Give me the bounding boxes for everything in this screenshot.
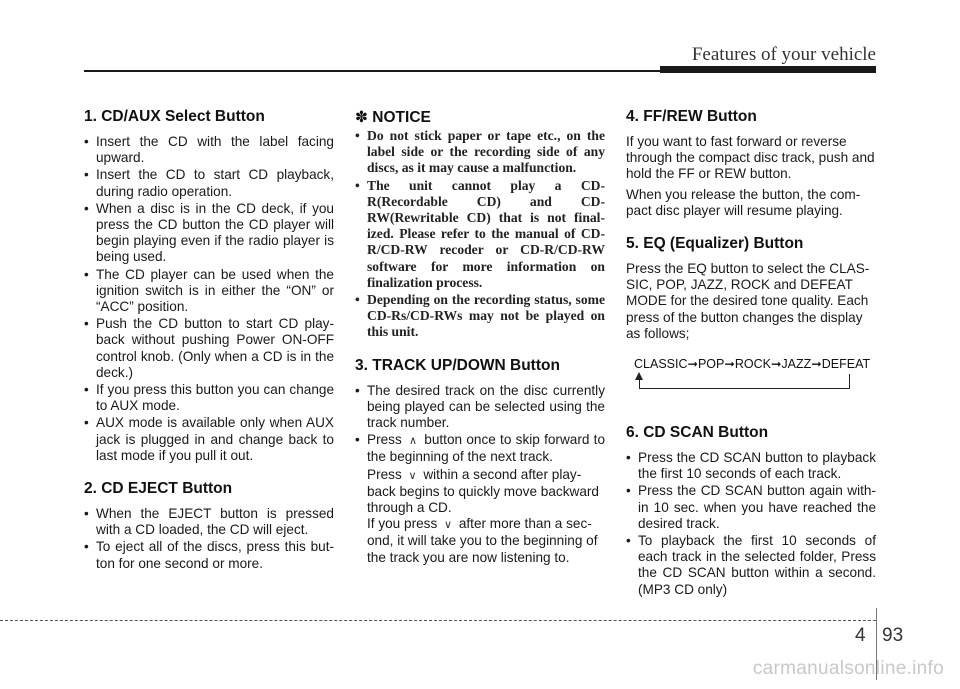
- notice-item: • The unit cannot play a CD-R(Recordable CD) and CD-RW(Rewritable CD) that is not final-ized. Please refer to the manual of CD-R/CD-RW recoder or CD-R/CD-RW software for more information on finalization process.: [355, 178, 605, 291]
- column-right: [626, 108, 876, 599]
- section-heading-cd-scan: 6. CD SCAN Button: [626, 424, 769, 442]
- header-title: Features of your vehicle: [691, 44, 876, 65]
- section-heading-ff-rew: 4. FF/REW Button: [626, 108, 757, 125]
- list-item: • Push the CD button to start CD play-back without pushing Power ON-OFF control knob. (Only when a CD is in the deck.): [84, 316, 334, 381]
- track-down-icon: ∨: [444, 519, 453, 532]
- text-fragment: Press: [367, 432, 402, 448]
- track-list: [355, 383, 605, 466]
- list-item: • Insert the CD with the label facing upward.: [84, 134, 334, 166]
- eq-sequence-diagram: [626, 350, 876, 412]
- section-heading-eq: 5. EQ (Equalizer) Button: [626, 235, 804, 253]
- list-item: • To playback the first 10 seconds of each track in the selected folder, Press the CD SCAN button within a second. (MP3 CD only): [626, 533, 876, 598]
- text-fragment: after more than a sec-ond, it will take you to the beginning of the track you are now listening to.: [367, 516, 598, 565]
- header-rule-accent: [660, 66, 876, 73]
- text-fragment: If you press: [367, 516, 438, 532]
- list-item: • The desired track on the disc currently being played can be selected using the track number.: [355, 383, 605, 432]
- list-item: • Press the CD SCAN button again with-in 10 sec. when you have reached the desired track.: [626, 483, 876, 532]
- text-fragment: within a second after play-back begins to quickly move backward through a CD.: [367, 466, 599, 516]
- notice-item: • Do not stick paper or tape etc., on the label side or the recording side of any discs, as it may cause a malfunction.: [355, 128, 605, 177]
- chapter-number: 4: [855, 625, 866, 646]
- section-heading-track: 3. TRACK UP/DOWN Button: [355, 356, 560, 374]
- list-item: • When the EJECT button is pressed with a CD loaded, the CD will eject.: [84, 506, 334, 538]
- text-fragment: Press: [367, 466, 402, 482]
- list-item: • If you press this button you can change to AUX mode.: [84, 382, 334, 414]
- list-item: • Insert the CD to start CD playback, during radio operation.: [84, 167, 334, 199]
- diagram-line: [639, 374, 640, 388]
- column-middle: [355, 108, 605, 566]
- list-item: [355, 432, 605, 465]
- notice-item: • Depending on the recording status, some CD-Rs/CD-RWs may not be played on this unit.: [355, 292, 605, 341]
- footer-rule: [0, 620, 876, 622]
- page-number: 93: [882, 625, 904, 646]
- track-paragraph: [355, 516, 605, 566]
- header-rule: [84, 70, 662, 72]
- notice-list: [355, 128, 605, 341]
- notice-title: ✽ NOTICE: [355, 109, 431, 126]
- watermark-logo: carmanualsonline.info: [752, 658, 944, 679]
- ff-rew-paragraph: If you want to fast forward or reverse through the compact disc track, push and hold the FF or REW button.: [626, 134, 875, 182]
- list-item: • The CD player can be used when the ignition switch is in either the “ON” or “ACC” position.: [84, 267, 334, 316]
- list-item: • Press the CD SCAN button to playback the first 10 seconds of each track.: [626, 450, 876, 482]
- ff-rew-paragraph: When you release the button, the com-pact disc player will resume playing.: [626, 186, 861, 218]
- cd-eject-list: [84, 506, 334, 572]
- cd-scan-list: [626, 450, 876, 598]
- section-heading-cd-aux: 1. CD/AUX Select Button: [84, 108, 265, 125]
- list-item: • AUX mode is available only when AUX jack is plugged in and change back to last mode if you pull it out.: [84, 415, 334, 464]
- track-paragraph: [355, 467, 605, 517]
- cd-aux-list: [84, 134, 334, 464]
- section-heading-cd-eject: 2. CD EJECT Button: [84, 480, 233, 498]
- text-fragment: button once to skip forward to the beginning of the next track.: [367, 432, 606, 465]
- eq-sequence-text: CLASSIC➞POP➞ROCK➞JAZZ➞DEFEAT: [634, 357, 871, 372]
- column-left: [84, 108, 334, 573]
- track-up-icon: ∧: [408, 435, 418, 448]
- list-item: • When a disc is in the CD deck, if you press the CD button the CD player will begin playing even if the radio player is being used.: [84, 201, 334, 266]
- diagram-line: [639, 388, 849, 389]
- diagram-line: [849, 374, 850, 389]
- list-item: • To eject all of the discs, press this but-ton for one second or more.: [84, 539, 334, 571]
- track-down-icon: ∨: [408, 469, 417, 482]
- eq-paragraph: Press the EQ button to select the CLAS-SIC, POP, JAZZ, ROCK and DEFEAT MODE for the desired tone quality. Each press of the button changes the display as follows;: [626, 261, 870, 341]
